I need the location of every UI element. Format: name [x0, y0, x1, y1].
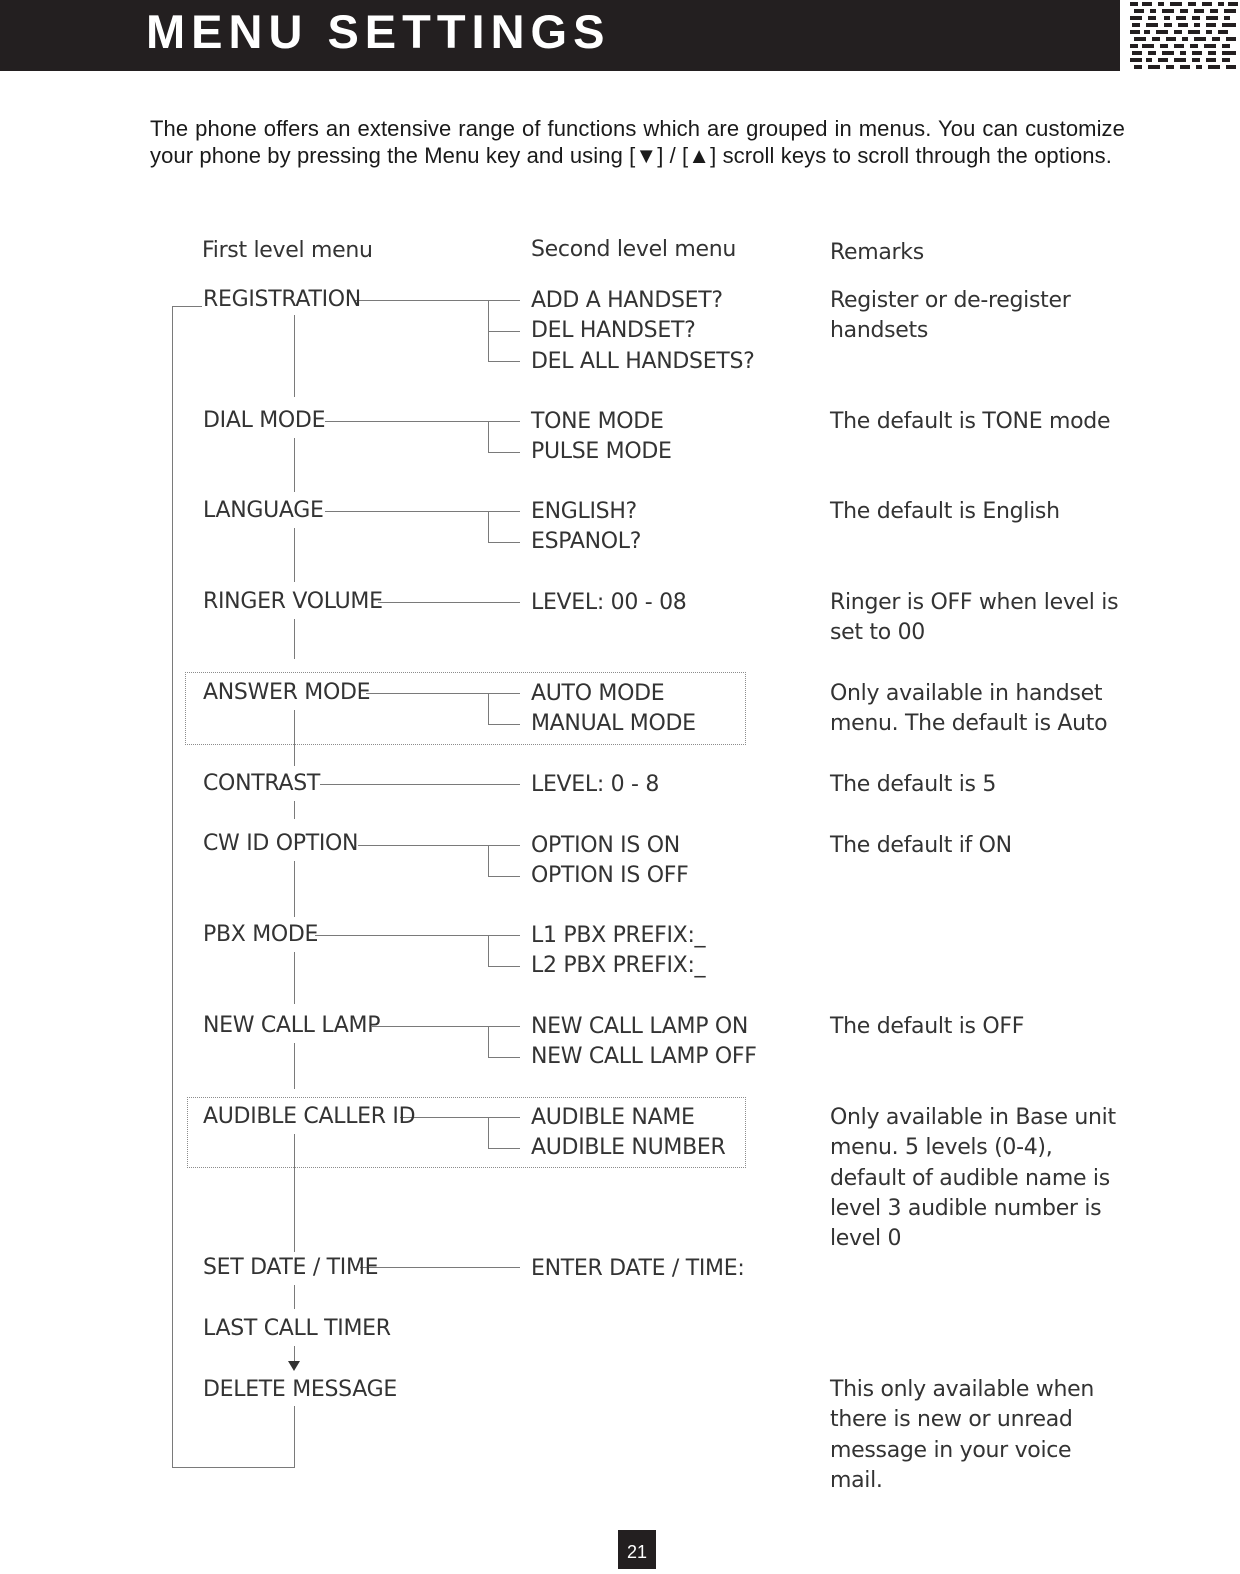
connector-registration [355, 300, 489, 301]
sub-menu-answer-mode [531, 679, 696, 740]
menu-item-set-date-time: SET DATE / TIME [203, 1255, 379, 1280]
sub-item: AUDIBLE NUMBER [531, 1135, 726, 1161]
remark-dial-mode: The default is TONE mode [830, 409, 1111, 434]
menu-item-pbx-mode: PBX MODE [203, 922, 319, 947]
sub-menu-set-date-time [531, 1254, 744, 1284]
menu-item-delete-message: DELETE MESSAGE [203, 1377, 397, 1402]
bracket [488, 935, 489, 966]
sub-item: ESPANOL? [531, 529, 642, 555]
tick [488, 1026, 520, 1027]
menu-item-audible-caller-id: AUDIBLE CALLER ID [203, 1104, 416, 1129]
connector-set-date-time [360, 1267, 520, 1268]
sub-item: LEVEL: 0 - 8 [531, 772, 660, 797]
menu-item-answer-mode: ANSWER MODE [203, 680, 371, 705]
sub-menu-dial-mode [531, 407, 672, 468]
sub-item: L1 PBX PREFIX:_ [531, 923, 706, 948]
sub-item: DEL ALL HANDSETS? [531, 348, 755, 374]
sub-menu-new-call-lamp [531, 1012, 757, 1073]
tick [488, 511, 520, 512]
connector-cw-id [358, 845, 489, 846]
page-title: MENU SETTINGS [146, 5, 611, 58]
tick [488, 452, 520, 453]
menu-item-dial-mode: DIAL MODE [203, 408, 326, 433]
sub-item: ENTER DATE / TIME: [531, 1256, 745, 1281]
sub-item: NEW CALL LAMP OFF [531, 1044, 757, 1070]
column-head-remarks: Remarks [830, 240, 924, 265]
bracket [488, 421, 489, 452]
tick [488, 331, 520, 332]
intro-paragraph: The phone offers an extensive range of functions which are grouped in menus. You can customize your phone by pressing the Menu key and using [▼] / [▲] scroll keys to scroll through the options. [150, 116, 1125, 168]
connector-dial-mode [325, 421, 489, 422]
tick [488, 876, 520, 877]
menu-item-new-call-lamp: NEW CALL LAMP [203, 1013, 381, 1038]
sub-item: MANUAL MODE [531, 711, 696, 737]
sub-item: OPTION IS ON [531, 833, 680, 858]
remark-ringer-volume: Ringer is OFF when level is set to 00 [830, 590, 1119, 646]
sub-menu-ringer-volume [531, 588, 686, 618]
sub-menu-cw-id-option [531, 831, 688, 892]
menu-item-language: LANGUAGE [203, 498, 324, 523]
tick [488, 542, 520, 543]
sub-item: L2 PBX PREFIX:_ [531, 953, 706, 979]
remark-cw-id-option: The default if ON [830, 833, 1012, 858]
tick [488, 966, 520, 967]
tick [488, 1057, 520, 1058]
sub-item: DEL HANDSET? [531, 318, 696, 344]
sub-item: PULSE MODE [531, 439, 672, 465]
remark-language: The default is English [830, 499, 1060, 524]
remark-registration: Register or de-register handsets [830, 288, 1071, 344]
sub-menu-language [531, 497, 641, 558]
sub-item: ADD A HANDSET? [531, 288, 723, 313]
sub-item: AUDIBLE NAME [531, 1105, 695, 1130]
remark-audible-caller-id: Only available in Base unit menu. 5 levels (0-4), default of audible name is level 3 audible number is level 0 [830, 1105, 1116, 1252]
sub-item: OPTION IS OFF [531, 863, 689, 889]
menu-item-cw-id-option: CW ID OPTION [203, 831, 359, 856]
connector-ringer-volume [378, 602, 520, 603]
tick [488, 935, 520, 936]
menu-item-contrast: CONTRAST [203, 771, 321, 796]
sub-item: LEVEL: 00 - 08 [531, 590, 687, 615]
sub-menu-registration [531, 286, 754, 377]
menu-item-ringer-volume: RINGER VOLUME [203, 589, 383, 614]
bracket [488, 845, 489, 876]
sub-item: AUTO MODE [531, 681, 665, 706]
connector-contrast [320, 784, 520, 785]
column-head-second-level: Second level menu [531, 237, 737, 262]
column-head-first-level: First level menu [202, 238, 373, 263]
remark-contrast: The default is 5 [830, 772, 997, 797]
remark-answer-mode: Only available in handset menu. The default is Auto [830, 681, 1108, 737]
connector-language [325, 511, 489, 512]
menu-item-last-call-timer: LAST CALL TIMER [203, 1316, 391, 1341]
sub-menu-audible-caller-id [531, 1103, 725, 1164]
sub-item: TONE MODE [531, 409, 664, 434]
remark-delete-message: This only available when there is new or unread message in your voice mail. [830, 1377, 1094, 1493]
sub-item: NEW CALL LAMP ON [531, 1014, 749, 1039]
remark-new-call-lamp: The default is OFF [830, 1014, 1025, 1039]
connector-new-call-lamp [372, 1026, 489, 1027]
sub-item: ENGLISH? [531, 499, 637, 524]
menu-item-registration: REGISTRATION [203, 287, 361, 312]
tick [488, 845, 520, 846]
bracket [488, 511, 489, 542]
connector-pbx-mode [315, 935, 489, 936]
page-number: 21 [618, 1530, 656, 1569]
sub-menu-pbx-mode [531, 921, 705, 982]
bracket [488, 1026, 489, 1057]
tick [488, 421, 520, 422]
sub-menu-contrast [531, 770, 659, 800]
tick [488, 300, 520, 301]
tick [488, 361, 520, 362]
